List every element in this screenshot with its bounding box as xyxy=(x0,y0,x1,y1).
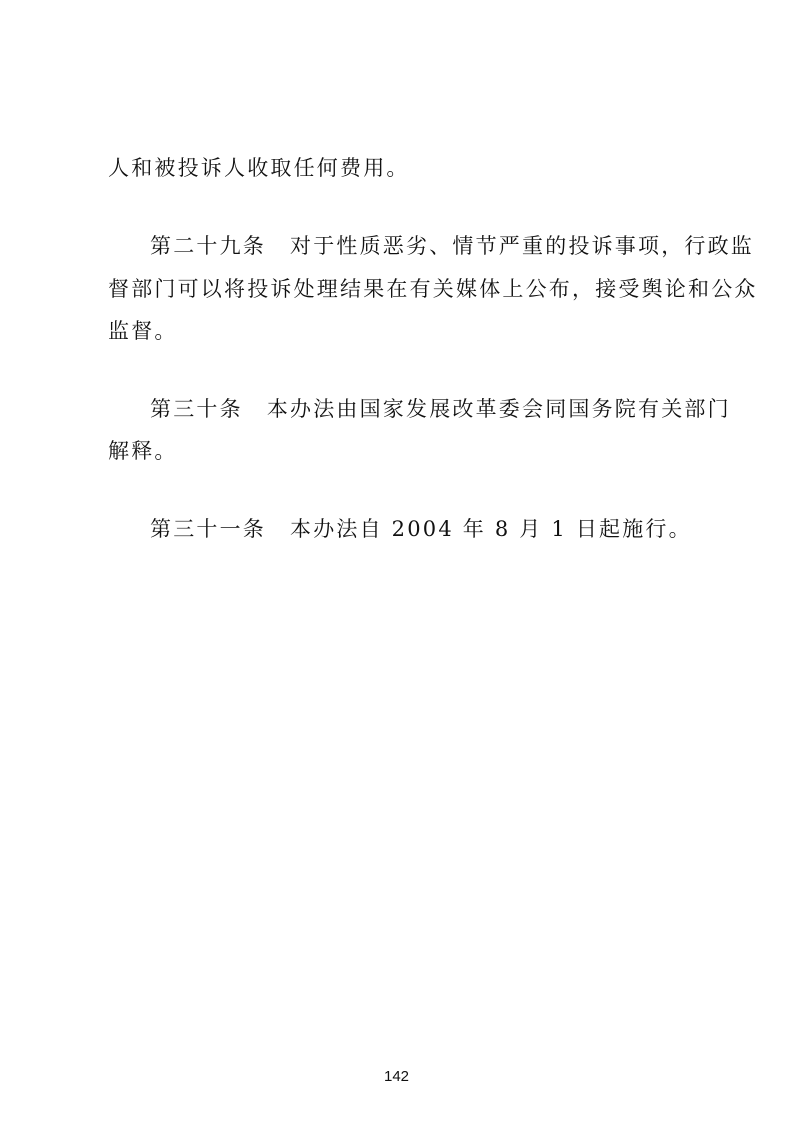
article-30-line-2 xyxy=(108,438,693,464)
article-29-text-2: 督部门可以将投诉处理结果在有关媒体上公布，接受舆论和公众 xyxy=(108,277,758,301)
continuation-text: 人和被投诉人收取任何费用。 xyxy=(108,156,410,180)
article-29-text-1: 对于性质恶劣、情节严重的投诉事项，行政监 xyxy=(290,234,754,258)
article-29-line-3 xyxy=(108,318,693,344)
article-30-line-1 xyxy=(150,396,731,422)
page-number: 142 xyxy=(383,1068,410,1085)
article-30-text-1: 本办法由国家发展改革委会同国务院有关部门 xyxy=(266,397,731,421)
article-31-title: 第三十一条 xyxy=(150,517,266,541)
article-31-line-1 xyxy=(150,516,693,542)
paragraph-continuation xyxy=(108,155,693,181)
article-30-text-2: 解释。 xyxy=(108,439,178,463)
article-30-title: 第三十条 xyxy=(150,397,243,421)
article-29-text-3: 监督。 xyxy=(108,319,178,343)
article-31-text-1: 本办法自 2004 年 8 月 1 日起施行。 xyxy=(290,517,692,541)
article-29-title: 第二十九条 xyxy=(150,234,266,258)
article-29-line-2 xyxy=(108,276,758,302)
article-29-line-1 xyxy=(150,233,754,259)
